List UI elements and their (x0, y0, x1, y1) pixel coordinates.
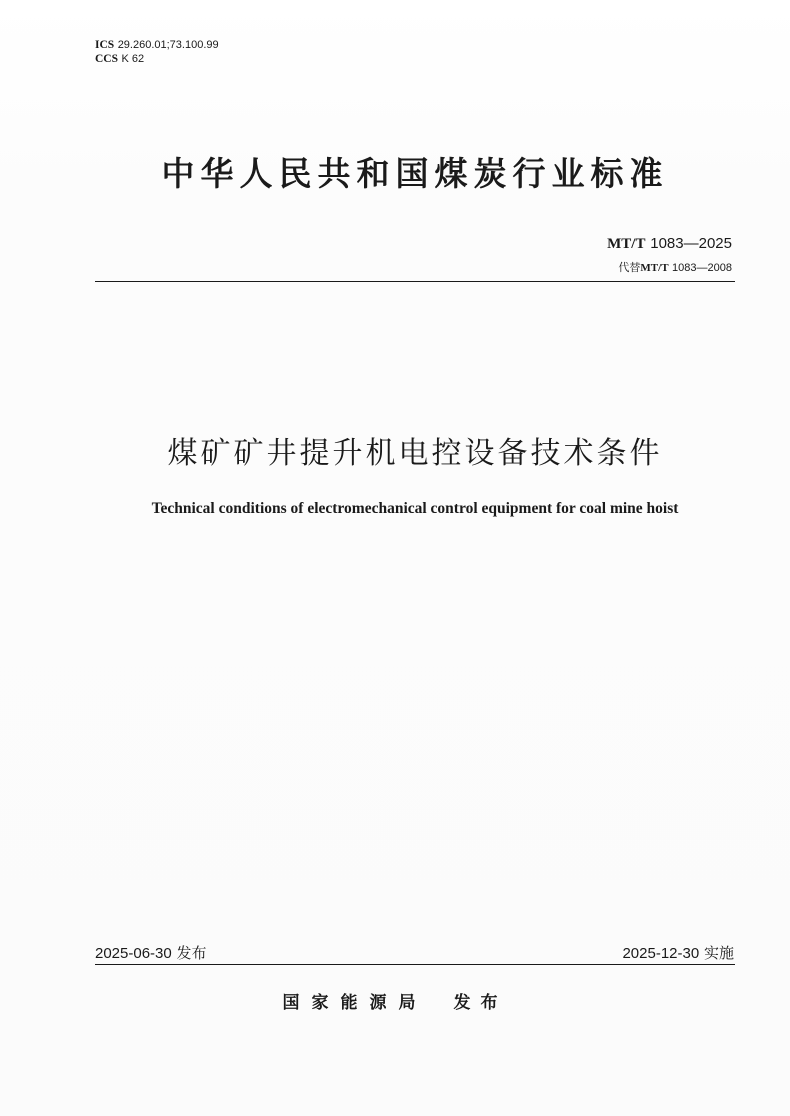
standard-number (607, 234, 732, 253)
ccs-line (95, 52, 219, 66)
publisher-name: 国家能源局 (282, 993, 428, 1013)
ics-line (95, 38, 219, 52)
ics-label: ICS (95, 39, 115, 51)
footer-divider (95, 964, 735, 965)
publisher-action: 发布 (453, 993, 508, 1013)
document-title-english: Technical conditions of electromechanical control equipment for coal mine hoist (151, 500, 679, 517)
replaces-prefix: MT/T (640, 262, 669, 274)
replaces-word: 代替 (618, 261, 641, 274)
ccs-value: K 62 (121, 53, 145, 65)
publisher-line (0, 988, 790, 1013)
issuing-organization-title: 中华人民共和国煤炭行业标准 (161, 154, 669, 193)
replaces-standard (618, 259, 732, 275)
issue-date: 2025-06-30 (95, 945, 172, 962)
ics-value: 29.260.01;73.100.99 (117, 39, 219, 51)
header-divider (95, 281, 735, 282)
standard-number-value: 1083—2025 (650, 235, 732, 252)
issue-label: 发布 (176, 944, 207, 962)
effective-date-line (622, 942, 734, 963)
document-title-chinese: 煤矿矿井提升机电控设备技术条件 (167, 436, 663, 471)
effective-label: 实施 (703, 944, 734, 962)
standard-prefix: MT/T (607, 236, 646, 252)
issue-date-line (95, 942, 207, 963)
classification-codes (95, 38, 219, 66)
ccs-label: CCS (95, 53, 119, 65)
effective-date: 2025-12-30 (622, 945, 700, 962)
replaces-number: 1083—2008 (672, 262, 732, 274)
